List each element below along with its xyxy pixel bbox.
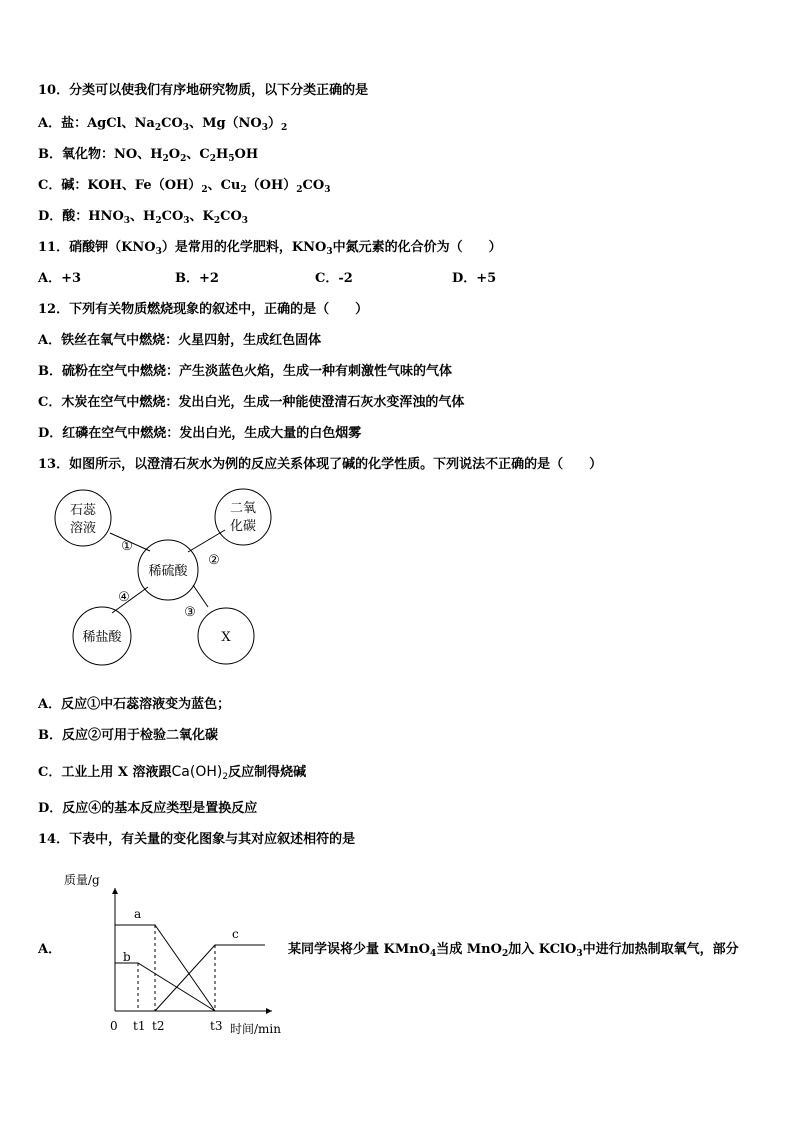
q12-option-a: A．铁丝在氧气中燃烧：火星四射，生成红色固体 xyxy=(38,333,322,348)
q11-option-c: C．-2 xyxy=(315,271,353,286)
link-3 xyxy=(193,585,208,607)
litmus-label-2: 溶液 xyxy=(69,521,97,536)
q13-reaction-diagram xyxy=(40,488,280,678)
co2-circle xyxy=(215,489,271,545)
origin-label: 0 xyxy=(110,1019,118,1033)
q11-stem: 11．硝酸钾$(KNO_3)$是常用的化学肥料，$KNO_3$中氮元素的化合价为（ ） xyxy=(38,240,502,257)
curve-c-label: c xyxy=(232,927,239,941)
num-2: ② xyxy=(208,553,220,568)
link-2 xyxy=(188,530,225,552)
q14-graph xyxy=(60,866,295,1041)
x-label: X xyxy=(221,630,231,645)
q10-option-c: C．碱：KOH、$Fe(OH)_2$、$Cu_2(OH)_2CO_3$ xyxy=(38,178,331,195)
t1-label: t1 xyxy=(133,1019,146,1033)
q13-option-d: D．反应④的基本反应类型是置换反应 xyxy=(38,801,258,816)
q11-option-d: D．+5 xyxy=(452,271,497,286)
q12-option-b: B．硫粉在空气中燃烧：产生淡蓝色火焰，生成一种有刺激性气味的气体 xyxy=(38,364,452,379)
q14-option-a-label: A． xyxy=(38,942,62,957)
q14-stem: 14．下表中，有关量的变化图象与其对应叙述相符的是 xyxy=(38,832,356,847)
t2-label: t2 xyxy=(152,1019,165,1033)
x-axis-label: 时间/min xyxy=(230,1022,281,1036)
num-3: ③ xyxy=(184,605,196,620)
q12-option-d: D．红磷在空气中燃烧：发出白光，生成大量的白色烟雾 xyxy=(38,426,362,441)
curve-a xyxy=(115,925,215,1011)
q10-option-d: D．酸：$HNO_3$、$H_2CO_3$、$K_2CO_3$ xyxy=(38,209,249,226)
co2-label-1: 二氧 xyxy=(229,501,257,516)
curve-b xyxy=(115,963,215,1011)
q14-option-a-description: 某同学误将少量 KMnO$_4$当成 MnO$_2$加入 KClO$_3$中进行加热制取氧气，部分 xyxy=(288,942,739,959)
litmus-circle xyxy=(55,490,111,546)
curve-a-label: a xyxy=(134,907,142,921)
y-axis-label: 质量/g xyxy=(64,873,100,887)
q13-option-c: C．工业上用 X 溶液跟$Ca(OH)_2$反应制得烧碱 xyxy=(38,764,307,782)
curve-c xyxy=(155,945,265,1011)
q13-option-b: B．反应②可用于检验二氧化碳 xyxy=(38,728,218,743)
num-1: ① xyxy=(121,539,133,554)
q10-stem: 10．分类可以使我们有序地研究物质，以下分类正确的是 xyxy=(38,83,369,98)
q11-option-a: A．+3 xyxy=(38,271,82,286)
hcl-label: 稀盐酸 xyxy=(82,630,122,645)
q11-option-b: B．+2 xyxy=(175,271,219,286)
curve-b-label: b xyxy=(123,950,131,964)
litmus-label-1: 石蕊 xyxy=(69,503,97,518)
num-4: ④ xyxy=(118,590,130,605)
q12-stem: 12．下列有关物质燃烧现象的叙述中，正确的是（ ） xyxy=(38,302,369,317)
center-label: 稀硫酸 xyxy=(148,564,188,579)
q12-option-c: C．木炭在空气中燃烧：发出白光，生成一种能使澄清石灰水变浑浊的气体 xyxy=(38,395,465,410)
q10-option-b: B．氧化物：NO、$H_2O_2$、$C_2H_5OH$ xyxy=(38,147,259,164)
q10-option-a: A．盐：AgCl、$Na_2CO_3$、$Mg(NO_3)_2$ xyxy=(38,116,288,133)
t3-label: t3 xyxy=(210,1019,223,1033)
q13-option-a: A．反应①中石蕊溶液变为蓝色； xyxy=(38,697,231,712)
co2-label-2: 化碳 xyxy=(229,519,257,534)
q13-stem: 13．如图所示，以澄清石灰水为例的反应关系体现了碱的化学性质。下列说法不正确的是（ ） xyxy=(38,457,603,472)
